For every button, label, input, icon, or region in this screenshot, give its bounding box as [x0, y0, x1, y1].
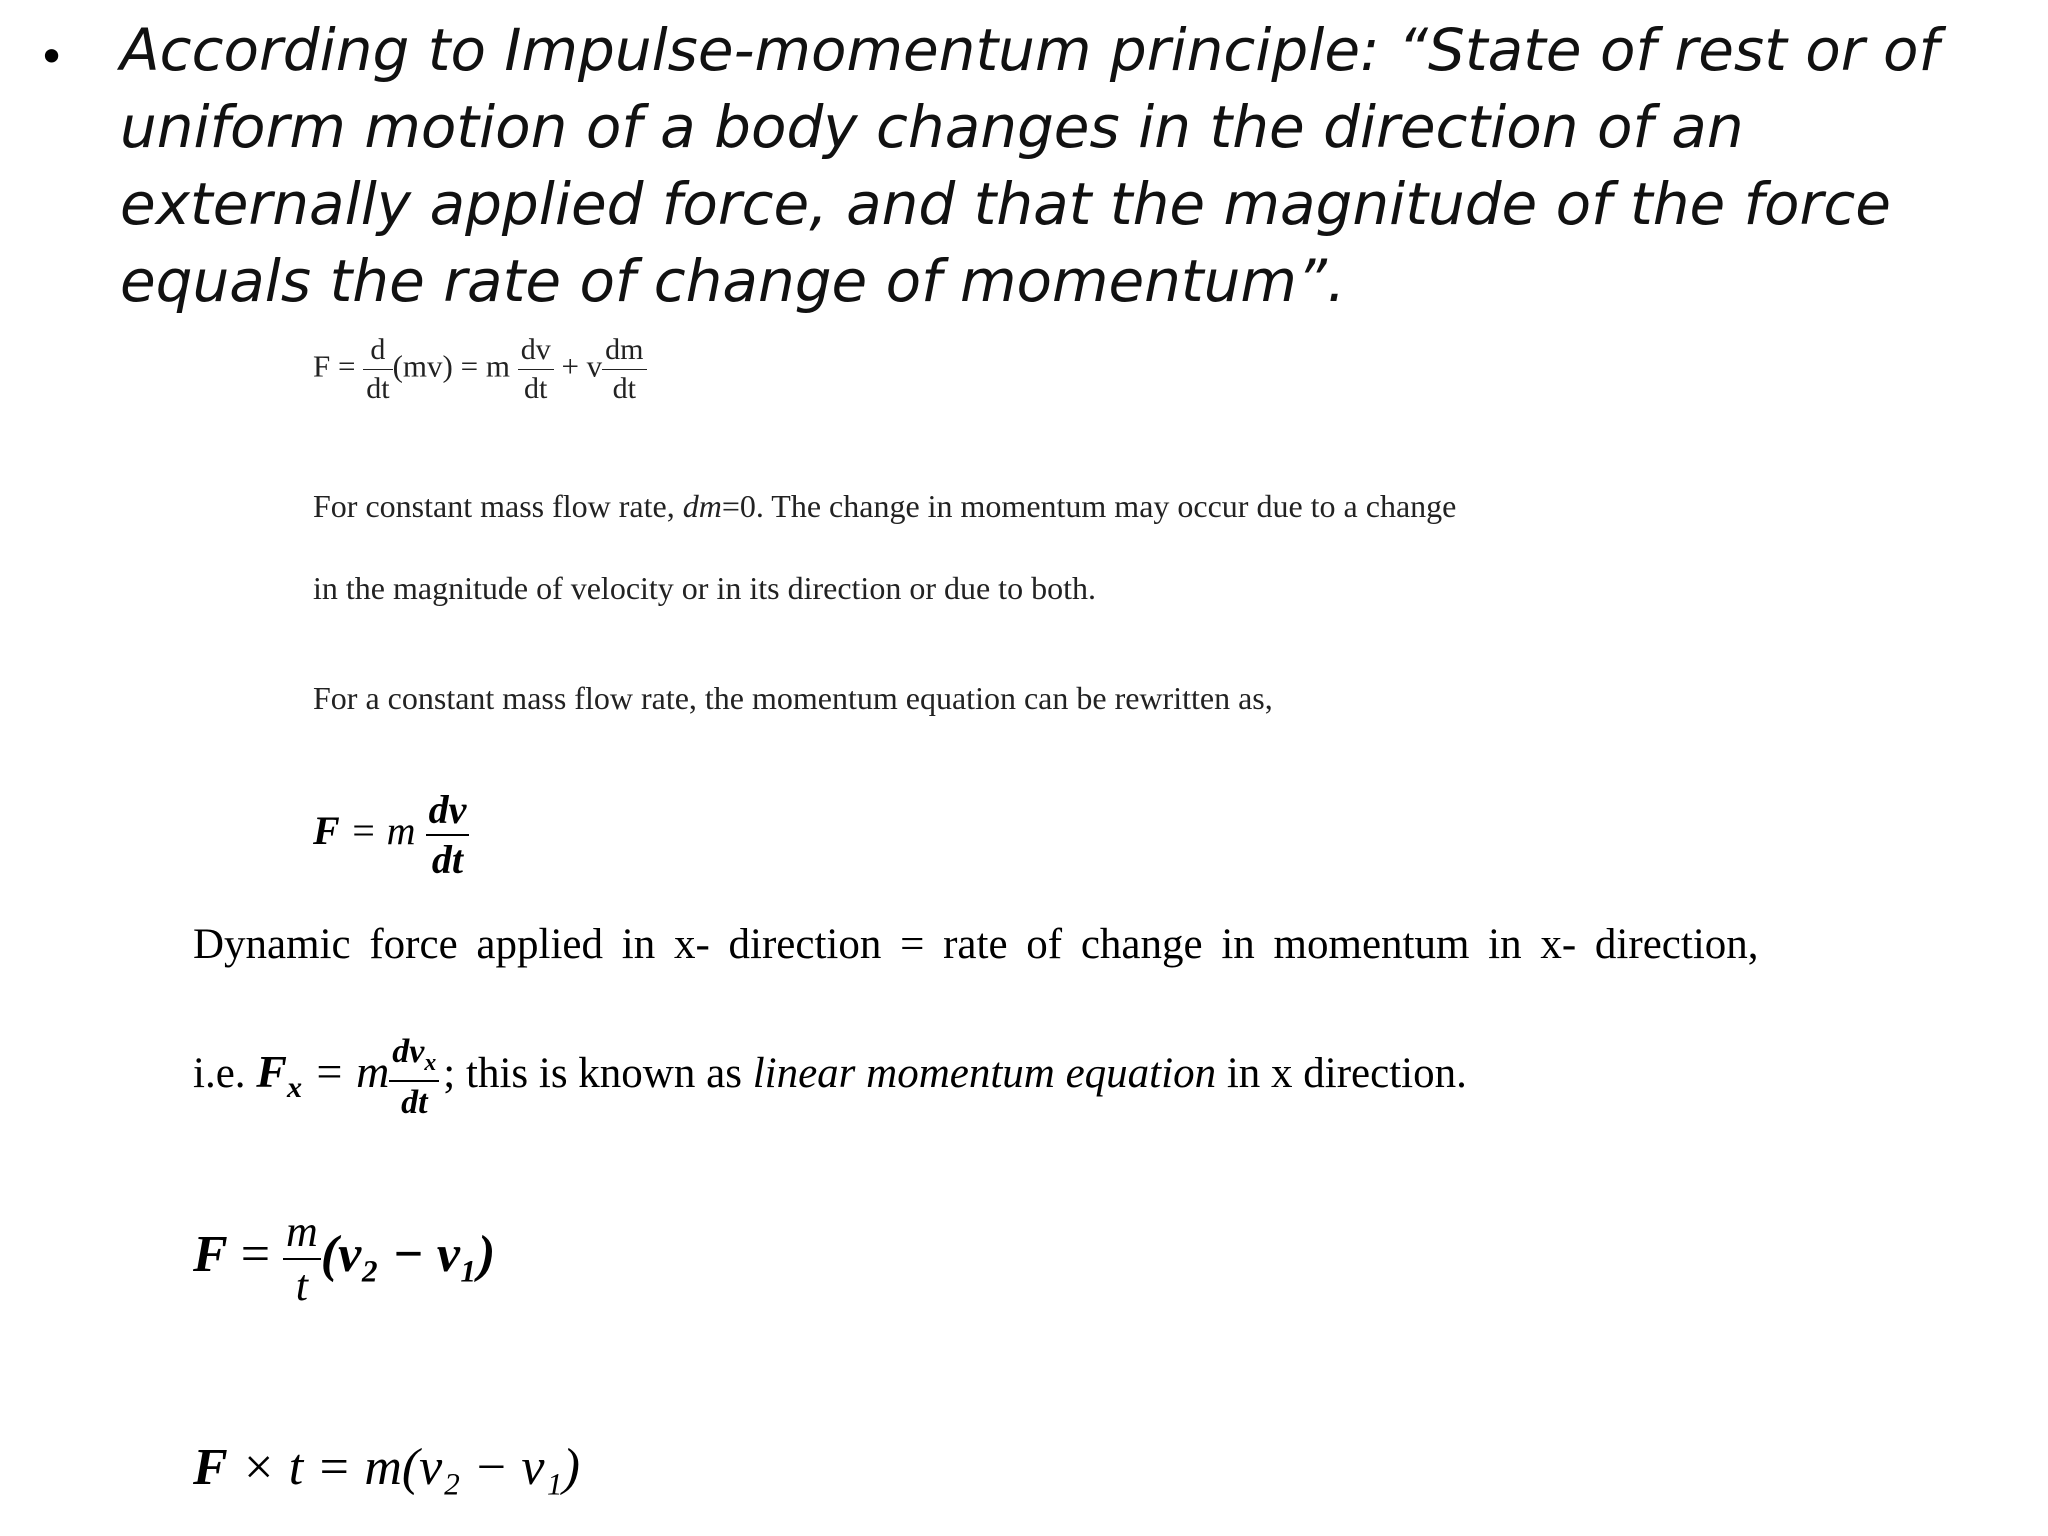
paragraph-constant-mass: For constant mass flow rate, dm=0. The change in momentum may occur due to a change: [313, 488, 1457, 524]
paragraph-velocity-change: in the magnitude of velocity or in its direction or due to both.: [313, 570, 1096, 606]
bullet-point: •: [38, 30, 66, 84]
principle-statement: According to Impulse-momentum principle: “State of rest or of uniform motion of a body changes in the direction of an externally applied force, and that the magnitude of the force equals the rate of change of momentum”.: [120, 16, 1939, 315]
eq3-fraction: $\frac{dv_x}{dt}$: [389, 1035, 439, 1120]
eq1-fraction-dm-dt: $\frac{dm}{dt}$: [602, 335, 646, 404]
equation-f-m-dv-dt: F = m $\frac{dv}{dt}$: [313, 790, 469, 880]
eq1-fraction-dv-dt: $\frac{dv}{dt}$: [518, 335, 554, 404]
paragraph-dynamic-force: Dynamic force applied in x- direction = rate of change in momentum in x- direction,: [193, 921, 1759, 968]
eq1-mid: (mv) = m: [392, 348, 510, 384]
eq2-fraction: $\frac{dv}{dt}$: [426, 790, 470, 880]
equation-impulse: F × t = m(v₂ − v₁): [193, 1439, 580, 1496]
eq1-lhs: F =: [313, 348, 356, 384]
paragraph-rewritten: For a constant mass flow rate, the momentum equation can be rewritten as,: [313, 680, 1273, 716]
momentum-equation-general: [313, 335, 647, 404]
eq1-fraction-d-dt: $\frac{d}{dt}$: [363, 335, 392, 404]
linear-momentum-equation: i.e. $F_x = m$ $\frac{dv_x}{dt}$ ; this is known as linear momentum equation in x direction.: [193, 1033, 1467, 1121]
eq1-plus-v: + v: [561, 348, 603, 384]
equation-f-m-over-t: F = $\frac{m}{t}$ (v₂ − v₁): [193, 1207, 496, 1310]
eq4-fraction: $\frac{m}{t}$: [283, 1210, 321, 1308]
